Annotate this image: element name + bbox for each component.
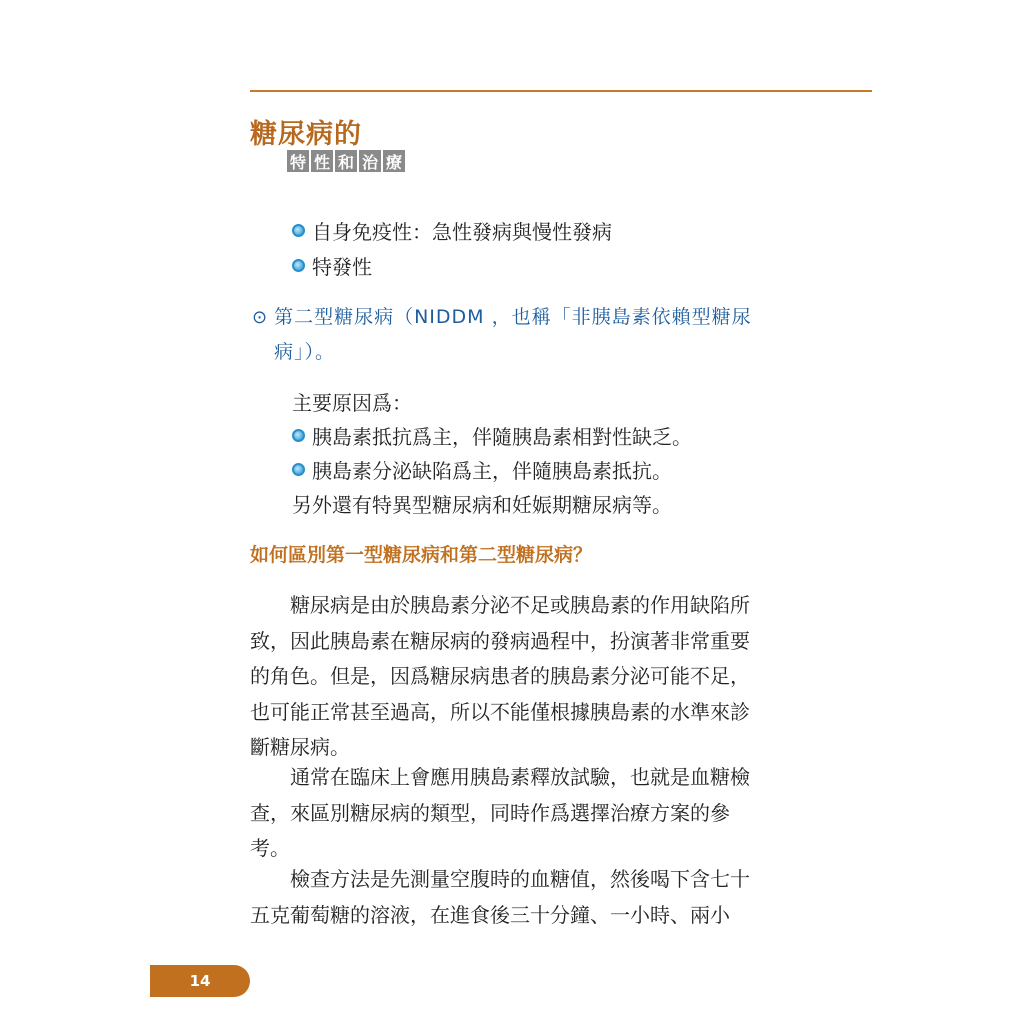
cause-item xyxy=(292,455,672,484)
type2-heading xyxy=(252,302,752,329)
subtitle-char: 治 xyxy=(359,150,381,172)
page-number-tab xyxy=(150,965,250,997)
paragraph-line: 也可能正常甚至過高，所以不能僅根據胰島素的水準來診 xyxy=(250,699,750,724)
bullet-text: 特發性 xyxy=(312,255,372,279)
top-rule xyxy=(250,90,872,92)
bullet-text: 自身免疫性：急性發病與慢性發病 xyxy=(312,220,612,244)
bullet-item xyxy=(292,251,372,280)
paragraph-line: 通常在臨床上會應用胰島素釋放試驗，也就是血糖檢 xyxy=(290,765,750,789)
causes-intro: 主要原因爲： xyxy=(292,391,412,415)
bullet-item xyxy=(292,216,612,245)
paragraph-line: 五克葡萄糖的溶液，在進食後三十分鐘、一小時、兩小 xyxy=(250,902,730,927)
bullet-dot-icon xyxy=(292,259,305,272)
circle-dot-icon: ⊙ xyxy=(252,307,269,328)
paragraph-line: 糖尿病是由於胰島素分泌不足或胰島素的作用缺陷所 xyxy=(290,593,750,617)
page-number: 14 xyxy=(189,972,211,990)
subtitle-char: 和 xyxy=(335,150,357,172)
paragraph xyxy=(250,588,790,766)
bullet-dot-icon xyxy=(292,429,305,442)
paragraph xyxy=(250,862,790,933)
paragraph-line: 斷糖尿病。 xyxy=(250,735,350,759)
causes-other: 另外還有特異型糖尿病和妊娠期糖尿病等。 xyxy=(292,493,672,517)
bullet-dot-icon xyxy=(292,463,305,476)
paragraph-line: 檢查方法是先測量空腹時的血糖值，然後喝下含七十 xyxy=(290,867,750,891)
bullet-dot-icon xyxy=(292,224,305,237)
section-title: 糖尿病的 xyxy=(250,119,362,150)
paragraph-line: 查，來區別糖尿病的類型，同時作爲選擇治療方案的參 xyxy=(250,800,730,825)
type2-heading-line1: 第二型糖尿病（NIDDM ，也稱「非胰島素依賴型糖尿 xyxy=(274,306,752,328)
subtitle-char: 性 xyxy=(311,150,333,172)
paragraph-line: 致，因此胰島素在糖尿病的發病過程中，扮演著非常重要 xyxy=(250,628,750,653)
paragraph-line: 考。 xyxy=(250,836,290,860)
subtitle-char: 特 xyxy=(287,150,309,172)
section-subtitle xyxy=(287,150,405,172)
paragraph-line: 的角色。但是，因爲糖尿病患者的胰島素分泌可能不足， xyxy=(250,664,750,688)
paragraph xyxy=(250,760,790,867)
subtitle-char: 療 xyxy=(383,150,405,172)
type2-heading-line2: 病」）。 xyxy=(274,341,336,363)
cause-item xyxy=(292,421,692,450)
question-heading: 如何區別第一型糖尿病和第二型糖尿病？ xyxy=(250,544,593,566)
cause-text: 胰島素抵抗爲主，伴隨胰島素相對性缺乏。 xyxy=(312,425,692,449)
cause-text: 胰島素分泌缺陷爲主，伴隨胰島素抵抗。 xyxy=(312,459,672,483)
